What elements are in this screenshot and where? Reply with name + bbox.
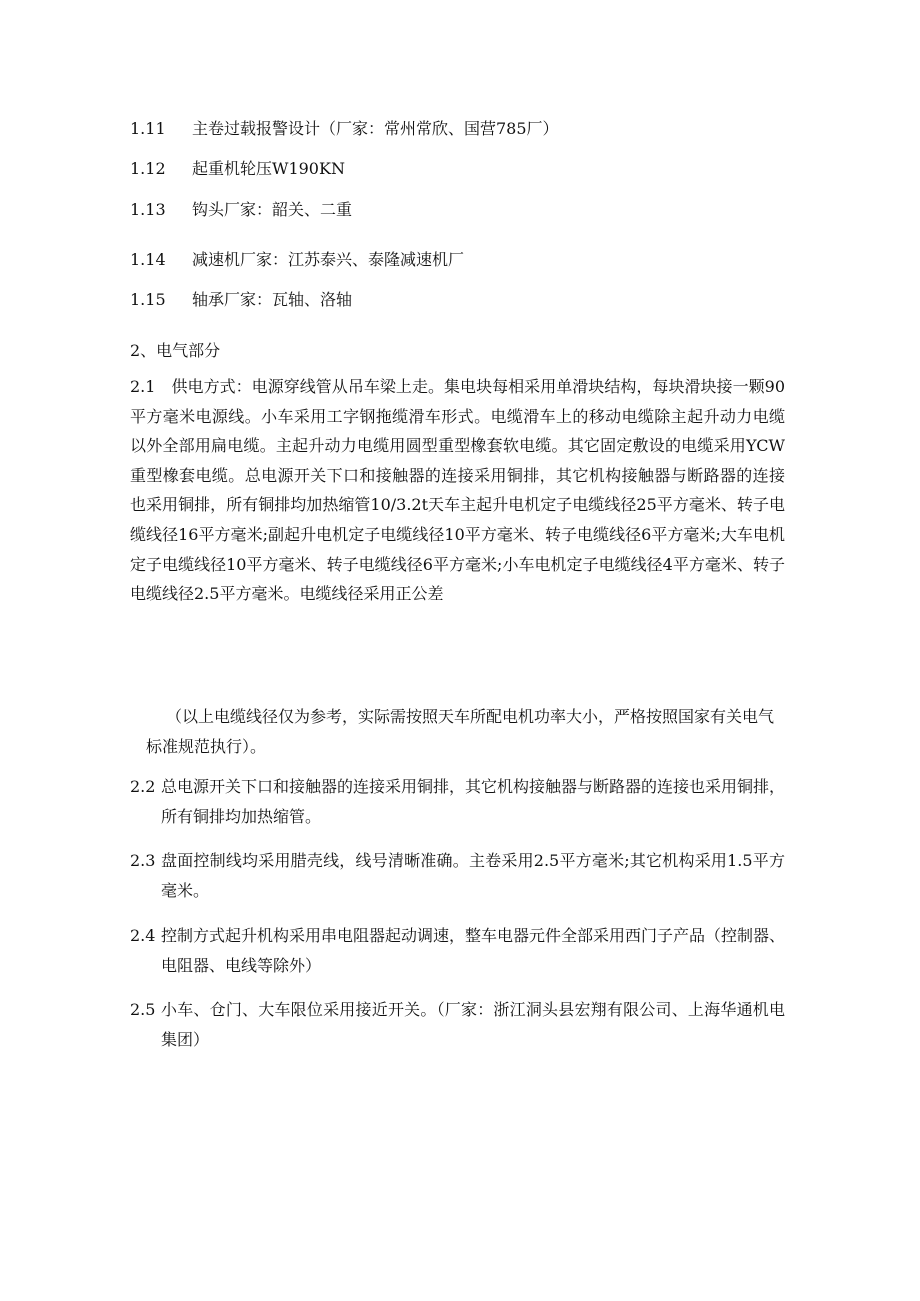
section-heading-electrical: 2、电气部分	[130, 341, 221, 360]
row-text: 轴承厂家：瓦轴、洛轴	[192, 290, 353, 309]
item-2-3	[130, 846, 785, 906]
row-text: 主卷过载报警设计（厂家：常州常欣、国营785厂）	[192, 119, 559, 138]
row-text: 起重机轮压W190KN	[192, 159, 345, 178]
spec-row-1-13	[130, 199, 352, 221]
item-text: 控制方式起升机构采用串电阻器起动调速，整车电器元件全部采用西门子产品（控制器、电阻器、电线等除外）	[161, 926, 786, 975]
item-2-2	[130, 772, 785, 832]
row-text: 钩头厂家：韶关、二重	[192, 200, 353, 219]
item-text: 盘面控制线均采用腊壳线，线号清晰准确。主卷采用2.5平方毫米;其它机构采用1.5平方毫米。	[161, 851, 785, 900]
row-number: 1.12	[130, 159, 166, 178]
item-2-4	[130, 921, 785, 981]
item-number: 2.5	[130, 1000, 156, 1019]
item-2-5	[130, 995, 785, 1055]
row-number: 1.14	[130, 250, 166, 269]
item-number: 2.2	[130, 777, 156, 796]
row-number: 1.13	[130, 200, 166, 219]
row-number: 1.15	[130, 290, 166, 309]
item-text: 总电源开关下口和接触器的连接采用铜排，其它机构接触器与断路器的连接也采用铜排，所有铜排均加热缩管。	[161, 777, 786, 826]
spec-row-1-14	[130, 249, 464, 271]
item-number: 2.3	[130, 851, 156, 870]
cable-note: （以上电缆线径仅为参考，实际需按照天车所配电机功率大小，严格按照国家有关电气标准规范执行）。	[146, 707, 775, 756]
spec-row-1-12	[130, 158, 345, 180]
paragraph-2-1-power-supply: 2.1 供电方式：电源穿线管从吊车梁上走。集电块每相采用单滑块结构，每块滑块接一颗90平方毫米电源线。小车采用工字钢拖缆滑车形式。电缆滑车上的移动电缆除主起升动力电缆以外全部用扁电缆。主起升动力电缆用圆型重型橡套软电缆。其它固定敷设的电缆采用YCW重型橡套电缆。总电源开关下口和接触器的连接采用铜排，其它机构接触器与断路器的连接也采用铜排，所有铜排均加热缩管10/3.2t天车主起升电机定子电缆线径25平方毫米、转子电缆线径16平方毫米;副起升电机定子电缆线径10平方毫米、转子电缆线径6平方毫米;大车电机定子电缆线径10平方毫米、转子电缆线径6平方毫米;小车电机定子电缆线径4平方毫米、转子电缆线径2.5平方毫米。电缆线径采用正公差	[130, 377, 785, 604]
spec-row-1-15	[130, 289, 352, 311]
item-text: 小车、仓门、大车限位采用接近开关。（厂家：浙江洞头县宏翔有限公司、上海华通机电集团）	[161, 1000, 785, 1049]
row-number: 1.11	[130, 119, 166, 138]
spec-row-1-11	[130, 118, 559, 140]
row-text: 减速机厂家：江苏泰兴、泰隆减速机厂	[192, 250, 465, 269]
item-number: 2.4	[130, 926, 156, 945]
